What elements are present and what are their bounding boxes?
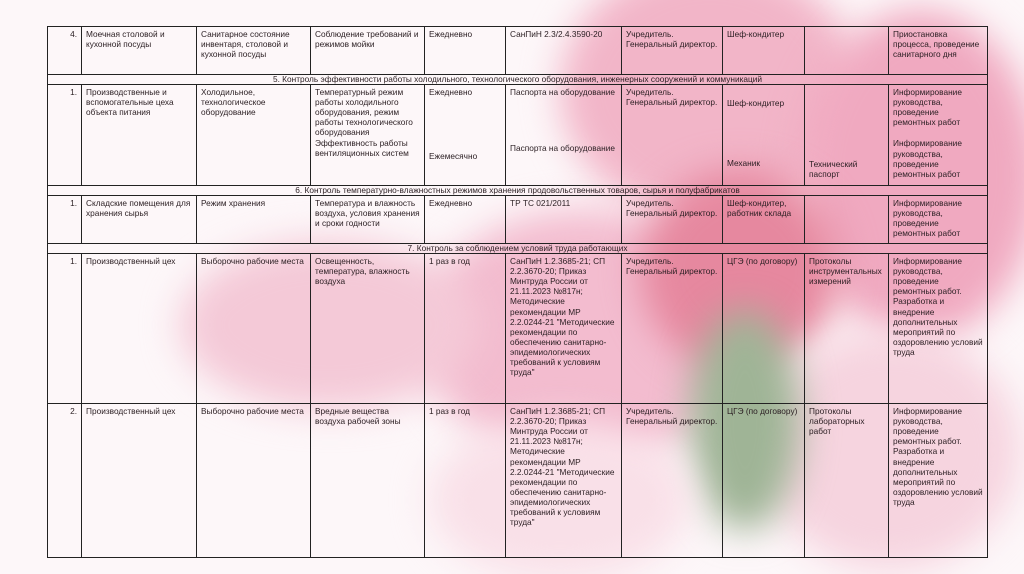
control-frequency: 1 раз в год xyxy=(425,404,506,558)
executor: Шеф-кондитер, работник склада xyxy=(723,196,805,244)
control-object: Моечная столовой и кухонной посуды xyxy=(82,27,197,75)
regulatory-docs: СанПиН 1.2.3685-21; СП 2.2.3670-20; Приказ Минтруда России от 21.11.2023 №817н; Методические рекомендации МР 2.2.0244-21 "Методические рекомендации по обеспечению санитарно-эпидемиологических требований к условиям труда" xyxy=(506,254,622,404)
record-form xyxy=(805,85,889,186)
control-frequency: 1 раз в год xyxy=(425,254,506,404)
regulatory-docs: ТР ТС 021/2011 xyxy=(506,196,622,244)
responsible-person: Учредитель. Генеральный директор. xyxy=(622,27,723,75)
responsible-person: Учредитель. Генеральный директор. xyxy=(622,196,723,244)
action-monthly: Информирование руководства, проведение ремонтных работ xyxy=(893,138,962,179)
regulatory-docs: СанПиН 2.3/2.4.3590-20 xyxy=(506,27,622,75)
corrective-action: Информирование руководства, проведение ремонтных работ. Разработка и внедрение дополнительных мероприятий по оздоровлению условий труда xyxy=(889,254,988,404)
responsible-person: Учредитель. Генеральный директор. xyxy=(622,404,723,558)
action-daily: Информирование руководства, проведение ремонтных работ xyxy=(893,87,962,128)
table-row xyxy=(48,404,988,558)
docs-monthly: Паспорта на оборудование xyxy=(510,143,615,154)
docs-daily: Паспорта на оборудование xyxy=(510,87,615,97)
section-title-7: 7. Контроль за соблюдением условий труда работающих xyxy=(48,244,988,254)
control-object: Производственный цех xyxy=(82,254,197,404)
control-object: Производственный цех xyxy=(82,404,197,558)
section-row xyxy=(48,75,988,85)
control-object: Складские помещения для хранения сырья xyxy=(82,196,197,244)
section-row xyxy=(48,244,988,254)
regulatory-docs xyxy=(506,85,622,186)
row-number: 1. xyxy=(48,196,82,244)
regulatory-docs: СанПиН 1.2.3685-21; СП 2.2.3670-20; Приказ Минтруда России от 21.11.2023 №817н; Методические рекомендации МР 2.2.0244-21 "Методические рекомендации по обеспечению санитарно-эпидемиологических требований к условиям труда" xyxy=(506,404,622,558)
executor: Шеф-кондитер xyxy=(723,27,805,75)
record-technical-passport: Технический паспорт xyxy=(809,159,858,180)
section-title-6: 6. Контроль температурно-влажностных режимов хранения продовольственных товаров, сырья и полуфабрикатов xyxy=(48,186,988,196)
control-criteria: Соблюдение требований и режимов мойки xyxy=(311,27,425,75)
control-indicator: Выборочно рабочие места xyxy=(197,254,311,404)
table-row xyxy=(48,254,988,404)
control-criteria: Освещенность, температура, влажность воздуха xyxy=(311,254,425,404)
row-number: 1. xyxy=(48,254,82,404)
control-criteria: Температурный режим работы холодильного оборудования, режим работы технологического оборудования Эффективность работы вентиляционных систем xyxy=(311,85,425,186)
corrective-action: Информирование руководства, проведение ремонтных работ. Разработка и внедрение дополнительных мероприятий по оздоровлению условий труда xyxy=(889,404,988,558)
control-indicator: Режим хранения xyxy=(197,196,311,244)
corrective-action: Информирование руководства, проведение ремонтных работ xyxy=(889,196,988,244)
record-form xyxy=(805,196,889,244)
responsible-person: Учредитель. Генеральный директор. xyxy=(622,254,723,404)
row-number: 4. xyxy=(48,27,82,75)
executor: ЦГЭ (по договору) xyxy=(723,404,805,558)
control-object: Производственные и вспомогательные цеха объекта питания xyxy=(82,85,197,186)
executor: ЦГЭ (по договору) xyxy=(723,254,805,404)
frequency-daily: Ежедневно xyxy=(429,87,473,97)
control-indicator: Холодильное, технологическое оборудование xyxy=(197,85,311,186)
control-frequency: Ежедневно xyxy=(425,27,506,75)
responsible-person: Учредитель. Генеральный директор. xyxy=(622,85,723,186)
sanitary-control-table xyxy=(47,26,988,558)
table-row xyxy=(48,196,988,244)
corrective-action xyxy=(889,85,988,186)
control-criteria: Вредные вещества воздуха рабочей зоны xyxy=(311,404,425,558)
table-row xyxy=(48,85,988,186)
control-indicator: Выборочно рабочие места xyxy=(197,404,311,558)
frequency-monthly: Ежемесячно xyxy=(429,151,478,162)
control-frequency: Ежедневно xyxy=(425,196,506,244)
row-number: 1. xyxy=(48,85,82,186)
record-form xyxy=(805,27,889,75)
control-indicator: Санитарное состояние инвентаря, столовой и кухонной посуды xyxy=(197,27,311,75)
section-title-5: 5. Контроль эффективности работы холодильного, технологического оборудования, инженерных сооружений и коммуникаций xyxy=(48,75,988,85)
row-number: 2. xyxy=(48,404,82,558)
record-form: Протоколы лабораторных работ xyxy=(805,404,889,558)
control-frequency xyxy=(425,85,506,186)
section-row xyxy=(48,186,988,196)
table-row xyxy=(48,27,988,75)
executor-monthly: Механик xyxy=(727,158,760,169)
executor-daily: Шеф-кондитер xyxy=(727,98,785,108)
executor xyxy=(723,85,805,186)
control-criteria: Температура и влажность воздуха, условия хранения и сроки годности xyxy=(311,196,425,244)
record-form: Протоколы инструментальных измерений xyxy=(805,254,889,404)
corrective-action: Приостановка процесса, проведение санитарного дня xyxy=(889,27,988,75)
